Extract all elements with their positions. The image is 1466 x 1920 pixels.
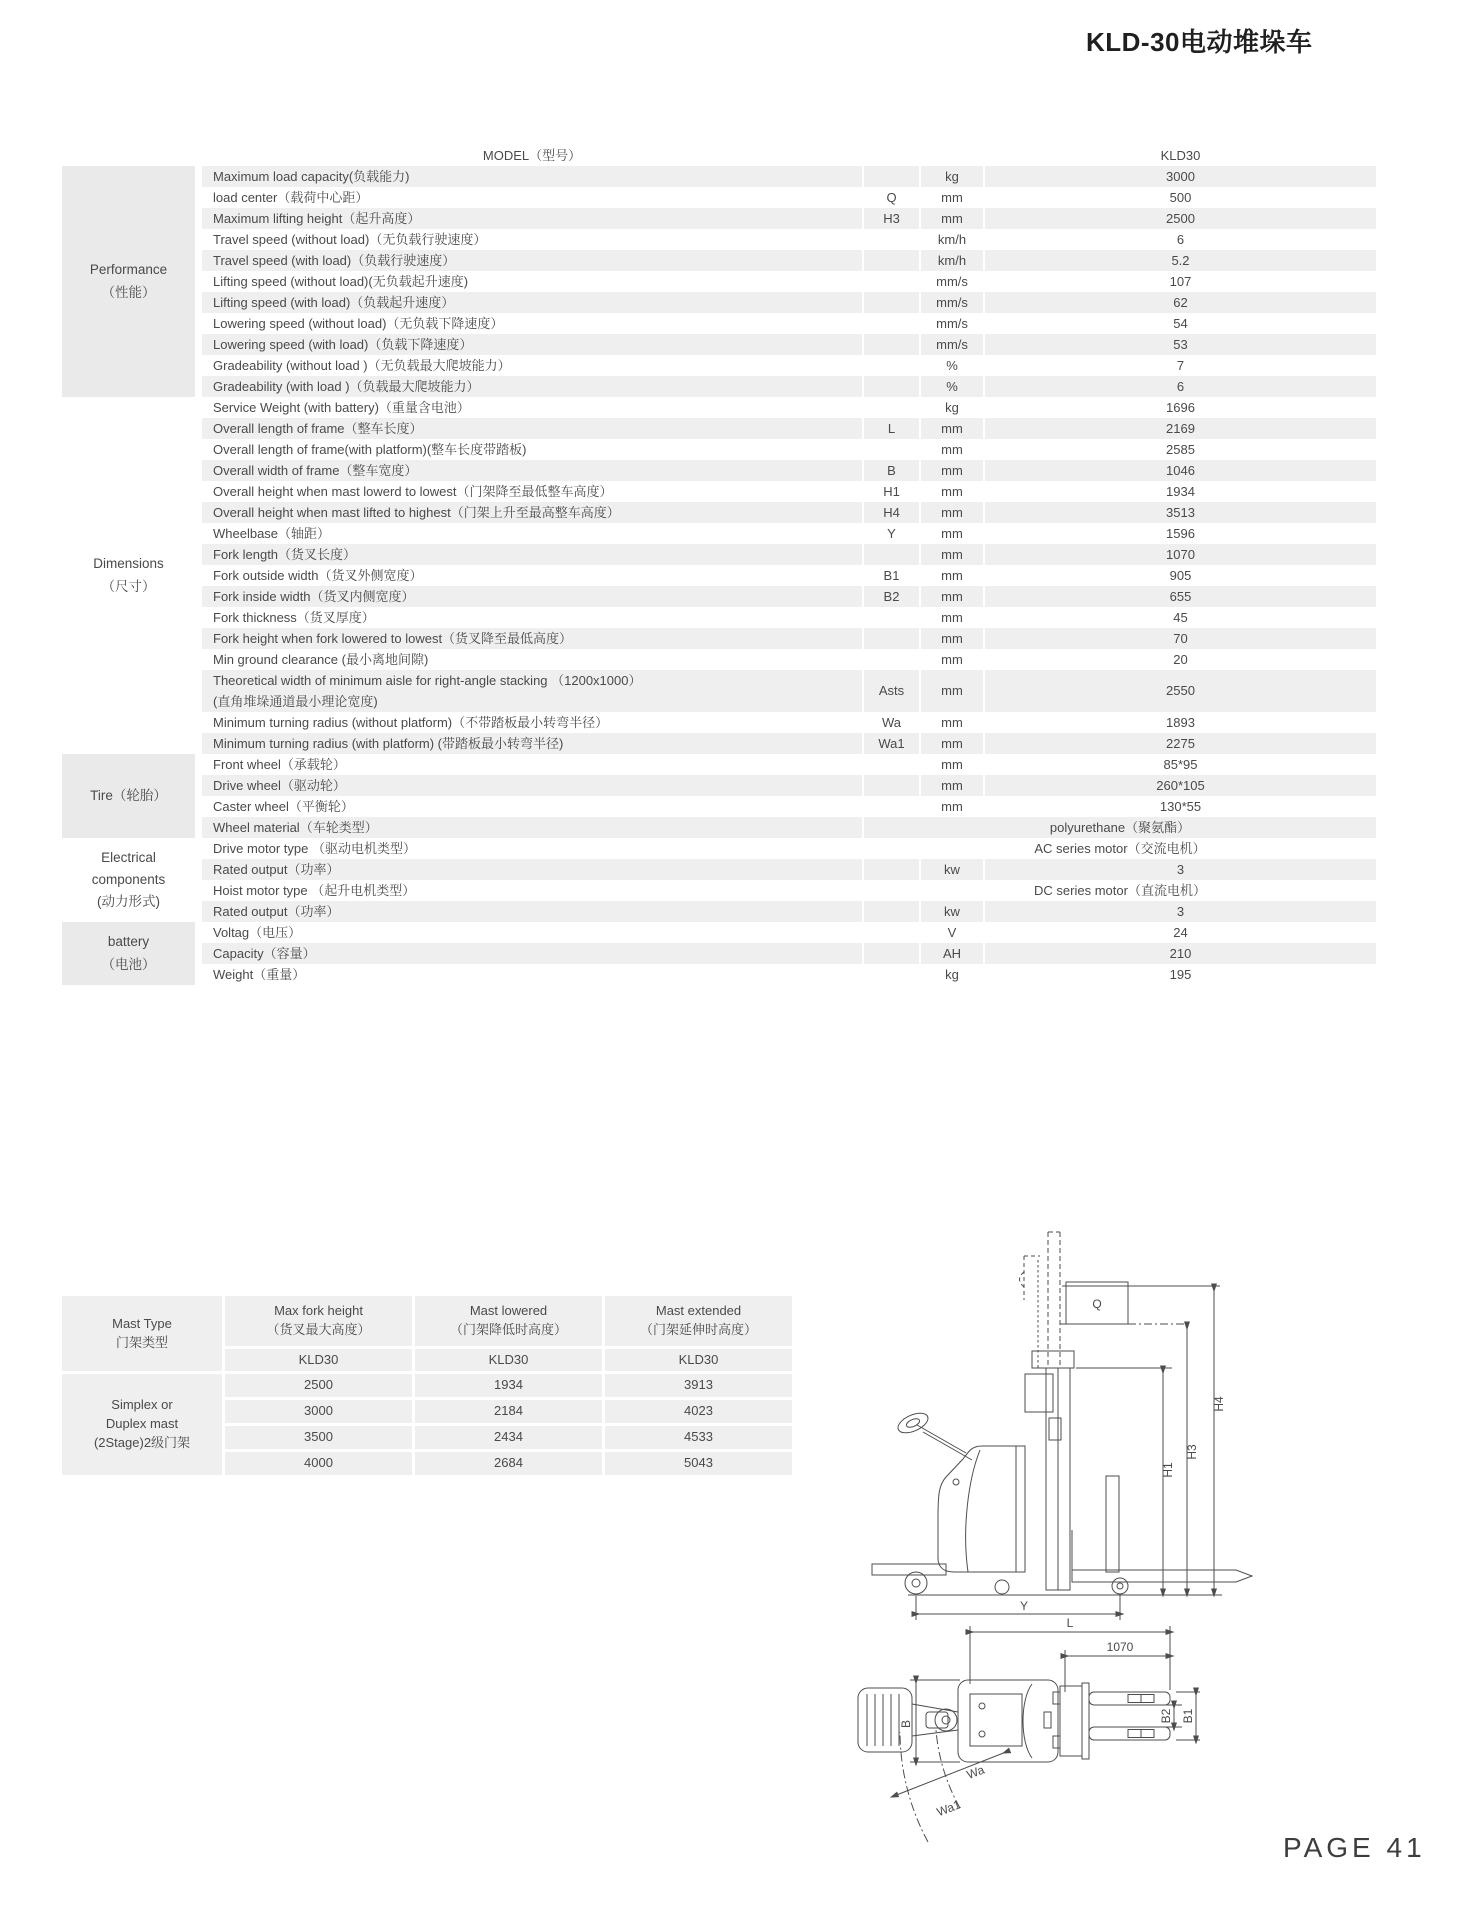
spec-row-symbol: Asts: [864, 670, 919, 712]
spec-row-value: 500: [1169, 189, 1192, 205]
operator-platform: [872, 1564, 946, 1575]
front-wheel-hub: [1117, 1583, 1123, 1589]
dim-label-h3: H3: [1185, 1444, 1199, 1460]
spec-row-unit: kw: [921, 901, 983, 922]
spec-row-label: Rated output（功率）: [202, 859, 862, 880]
dim-label-l: L: [1066, 1616, 1074, 1630]
spec-row-symbol: [864, 922, 919, 943]
spec-row-value-span: AC series motor（交流电机）: [1034, 840, 1206, 856]
spec-row-label: Fork outside width（货叉外侧宽度）: [213, 567, 423, 583]
spec-row-value: 107: [1169, 273, 1192, 289]
spec-row-label: Lifting speed (with load)（负载起升速度）: [202, 292, 862, 313]
mast-header-col-0: Max fork height （货叉最大高度）: [225, 1296, 412, 1346]
spec-row-value: 53: [985, 334, 1376, 355]
fork-side: [1072, 1530, 1252, 1582]
tiller-head-hatch: [867, 1694, 899, 1746]
chassis-panels: [970, 1684, 1032, 1758]
lift-carriage: [1025, 1374, 1053, 1412]
mast-type-table: [62, 1296, 792, 1475]
spec-row-symbol: Wa: [881, 714, 902, 730]
spec-row-unit: mm: [921, 208, 983, 229]
spec-row-unit: mm: [941, 189, 963, 205]
dim-label-b2: B2: [1159, 1708, 1173, 1724]
spec-row-label: Hoist motor type （起升电机类型）: [213, 882, 416, 898]
mast-header-type: Mast Type 门架类型: [62, 1296, 222, 1371]
spec-row-unit: mm: [921, 775, 983, 796]
spec-row-symbol: [864, 229, 919, 250]
mast-cylinder: [1049, 1418, 1061, 1440]
carriage-tab-2: [1053, 1736, 1060, 1748]
spec-row-symbol: [864, 376, 919, 397]
front-wheel: [1112, 1578, 1128, 1594]
spec-row-symbol: [864, 439, 919, 460]
tiller-arm: [917, 1425, 972, 1460]
steering-pivot-hub: [942, 1716, 950, 1724]
spec-row-value: 70: [985, 628, 1376, 649]
spec-row-value: 62: [985, 292, 1376, 313]
spec-row-value: 2585: [1166, 441, 1195, 457]
spec-row-value: 2275: [985, 733, 1376, 754]
turning-radius-arc-wa: [936, 1730, 960, 1808]
spec-row-value: 7: [1176, 357, 1185, 373]
spec-row-value: 3513: [985, 502, 1376, 523]
spec-header-model-value: KLD30: [1160, 147, 1201, 163]
dim-label-forklength: 1070: [1106, 1640, 1134, 1654]
spec-row-label: Theoretical width of minimum aisle for right-angle stacking （1200x1000） (直角堆垛通道最小理论宽度): [202, 670, 862, 712]
spec-row-value: 1070: [985, 544, 1376, 565]
spec-row-symbol: [864, 628, 919, 649]
spec-row-symbol: [864, 775, 919, 796]
spec-row-value: 1596: [1166, 525, 1195, 541]
chassis-bolt-1: [979, 1703, 985, 1709]
spec-row-unit: mm: [941, 441, 963, 457]
spec-row-label: Overall width of frame（整车宽度）: [202, 460, 862, 481]
spec-row-label: Travel speed (without load)（无负载行驶速度）: [213, 231, 487, 247]
spec-row-value: 260*105: [985, 775, 1376, 796]
spec-row-label: Fork thickness（货叉厚度）: [213, 609, 375, 625]
spec-row-unit: mm: [921, 586, 983, 607]
carriage-dashed: [1020, 1256, 1041, 1300]
mast-value: 2500: [225, 1374, 412, 1397]
spec-header-model-label: MODEL（型号）: [482, 147, 582, 163]
caster-wheel: [995, 1580, 1009, 1594]
mast-header-col-1: Mast lowered （门架降低时高度）: [415, 1296, 602, 1346]
spec-row-label: Drive motor type （驱动电机类型）: [213, 840, 416, 856]
spec-row-label: Minimum turning radius (with platform) (带踏板最小转弯半径): [202, 733, 862, 754]
spec-row-unit: kg: [921, 166, 983, 187]
mast-model-col-2: KLD30: [605, 1349, 792, 1371]
spec-row-label: Rated output（功率）: [202, 901, 862, 922]
spec-row-symbol: [864, 859, 919, 880]
mast-value: 4000: [225, 1452, 412, 1475]
spec-row-label: Lowering speed (without load)（无负载下降速度）: [213, 315, 504, 331]
spec-row-value: 1696: [1166, 399, 1195, 415]
extended-mast-dashed: [1048, 1232, 1060, 1368]
spec-row-label: Overall height when mast lowerd to lowest（门架降至最低整车高度）: [213, 483, 613, 499]
spec-row-symbol: [864, 250, 919, 271]
spec-row-label: Travel speed (with load)（负载行驶速度）: [202, 250, 862, 271]
dim-label-h4: H4: [1212, 1396, 1226, 1412]
side-view-drawing: [820, 1220, 1280, 1620]
spec-row-unit: mm: [941, 714, 963, 730]
spec-row-symbol: [864, 943, 919, 964]
spec-row-unit: mm: [941, 798, 963, 814]
spec-row-value: 1934: [1166, 483, 1195, 499]
spec-row-unit: mm/s: [936, 273, 968, 289]
mast-header-col-2: Mast extended （门架延伸时高度）: [605, 1296, 792, 1346]
body-knob: [953, 1479, 959, 1485]
spec-row-unit: kw: [921, 859, 983, 880]
spec-row-value: 5.2: [985, 250, 1376, 271]
spec-row-unit: mm: [921, 544, 983, 565]
spec-row-unit: kg: [945, 966, 959, 982]
spec-row-label: Lifting speed (without load)(无负载起升速度): [213, 273, 469, 289]
spec-row-value: 3000: [985, 166, 1376, 187]
spec-row-symbol: Y: [887, 525, 896, 541]
spec-row-unit: %: [921, 376, 983, 397]
spec-row-label: Service Weight (with battery)（重量含电池）: [213, 399, 470, 415]
mast-value: 5043: [605, 1452, 792, 1475]
spec-row-value-span: DC series motor（直流电机）: [1034, 882, 1206, 898]
spec-row-label: Fork height when fork lowered to lowest（货叉降至最低高度）: [202, 628, 862, 649]
dim-label-h1: H1: [1161, 1462, 1175, 1478]
spec-row-value: 54: [1173, 315, 1188, 331]
chassis-top: [958, 1680, 1058, 1762]
spec-row-symbol: B: [864, 460, 919, 481]
spec-row-symbol: [864, 796, 919, 817]
turning-radius-arc-wa1: [900, 1732, 928, 1842]
spec-row-unit: mm: [921, 418, 983, 439]
spec-row-value: 3: [985, 901, 1376, 922]
page-number: PAGE 41: [1283, 1832, 1426, 1863]
mast-group-label: Simplex or Duplex mast (2Stage)2级门架: [62, 1374, 222, 1475]
mast-value: 1934: [415, 1374, 602, 1397]
straddle-leg: [1106, 1476, 1119, 1572]
spec-row-value: 2550: [985, 670, 1376, 712]
spec-row-symbol: [864, 166, 919, 187]
spec-row-value: 130*55: [1159, 798, 1202, 814]
backrest-plate: [1082, 1683, 1089, 1759]
spec-row-value: 20: [1173, 651, 1188, 667]
spec-row-value: 45: [1173, 609, 1188, 625]
spec-row-unit: km/h: [921, 250, 983, 271]
spec-row-label: Maximum load capacity(负载能力): [202, 166, 862, 187]
spec-row-label: Front wheel（承载轮）: [213, 756, 346, 772]
dim-ticks: [1062, 1286, 1220, 1368]
spec-row-symbol: [864, 397, 919, 418]
spec-row-symbol: B2: [864, 586, 919, 607]
spec-row-unit: mm: [941, 525, 963, 541]
spec-row-unit: mm: [921, 733, 983, 754]
spec-row-unit: mm/s: [921, 334, 983, 355]
mast-value: 2684: [415, 1452, 602, 1475]
spec-row-unit: mm: [941, 609, 963, 625]
spec-row-value: 2169: [985, 418, 1376, 439]
spec-row-symbol: Wa1: [864, 733, 919, 754]
truck-body: [938, 1446, 1025, 1572]
spec-row-unit: mm: [941, 567, 963, 583]
chassis-bolt-2: [979, 1731, 985, 1737]
length-dim-ticks: [970, 1626, 1170, 1692]
spec-row-symbol: H1: [883, 483, 900, 499]
mast-value: 3500: [225, 1426, 412, 1449]
spec-row-label: load center（载荷中心距）: [213, 189, 369, 205]
spec-row-unit: %: [946, 357, 958, 373]
mast-value: 3000: [225, 1400, 412, 1423]
spec-row-symbol: [864, 292, 919, 313]
spec-row-unit: mm: [921, 460, 983, 481]
spec-row-label: Minimum turning radius (without platform)（不带踏板最小转弯半径）: [213, 714, 609, 730]
spec-row-label: Overall length of frame(with platform)(整车长度带踏板): [213, 441, 527, 457]
spec-row-unit: mm/s: [936, 315, 968, 331]
spec-row-symbol: [864, 607, 919, 628]
spec-row-value: 655: [985, 586, 1376, 607]
spec-row-label: Lowering speed (with load)（负载下降速度）: [202, 334, 862, 355]
spec-row-label: Fork length（货叉长度）: [202, 544, 862, 565]
spec-row-value: 1893: [1166, 714, 1195, 730]
spec-row-value: 3: [985, 859, 1376, 880]
spec-row-label: Wheel material（车轮类型）: [202, 817, 862, 838]
spec-row-label: Weight（重量）: [213, 966, 306, 982]
spec-row-symbol: [864, 271, 919, 292]
mast-model-col-0: KLD30: [225, 1349, 412, 1371]
spec-row-symbol: [864, 649, 919, 670]
spec-row-label: Wheelbase（轴距）: [213, 525, 331, 541]
carriage-top: [1060, 1686, 1082, 1756]
spec-row-unit: mm: [921, 670, 983, 712]
spec-row-symbol: [864, 754, 919, 775]
mast-value: 3913: [605, 1374, 792, 1397]
spec-row-value: 195: [1169, 966, 1192, 982]
fork-top-2: [1089, 1727, 1170, 1740]
spec-row-label: Maximum lifting height（起升高度）: [202, 208, 862, 229]
spec-row-unit: mm/s: [921, 292, 983, 313]
spec-row-label: Fork inside width（货叉内侧宽度）: [202, 586, 862, 607]
spec-row-label: Overall length of frame（整车长度）: [202, 418, 862, 439]
spec-row-symbol: [864, 313, 919, 334]
spec-row-value: 6: [1176, 231, 1185, 247]
spec-row-value: 210: [985, 943, 1376, 964]
top-view-drawing: [730, 1600, 1270, 1900]
dim-label-wa1: Wa1: [934, 1797, 963, 1820]
spec-row-label: Capacity（容量）: [202, 943, 862, 964]
spec-row-label: Gradeability (without load )（无负载最大爬坡能力）: [213, 357, 511, 373]
spec-section-3: Electrical components (动力形式): [91, 849, 166, 910]
spec-section-4: battery （电池）: [62, 922, 195, 985]
spec-row-symbol: H3: [864, 208, 919, 229]
spec-row-symbol: Q: [886, 189, 897, 205]
spec-row-label: Drive wheel（驱动轮）: [202, 775, 862, 796]
spec-row-symbol: B1: [883, 567, 900, 583]
spec-row-symbol: [864, 544, 919, 565]
spec-row-symbol: H4: [864, 502, 919, 523]
page-title: KLD-30电动堆垛车: [1086, 27, 1313, 57]
spec-section-0: Performance （性能）: [62, 166, 195, 397]
spec-row-value: 85*95: [1163, 756, 1198, 772]
spec-row-value: 2500: [985, 208, 1376, 229]
spec-row-unit: mm: [941, 756, 963, 772]
spec-section-1: Dimensions （尺寸）: [93, 556, 164, 594]
load-label-q: Q: [1092, 1297, 1102, 1311]
spec-row-value-span: polyurethane（聚氨酯）: [864, 817, 1376, 838]
mast-value: 4533: [605, 1426, 792, 1449]
spec-row-label: Caster wheel（平衡轮）: [213, 798, 354, 814]
mast-value: 4023: [605, 1400, 792, 1423]
spec-section-2: Tire（轮胎）: [62, 754, 195, 838]
fork-top-1: [1089, 1692, 1170, 1705]
tiller-grip: [895, 1409, 931, 1437]
body-panel-lines: [966, 1446, 1016, 1572]
dim-label-wa: Wa: [964, 1762, 987, 1782]
spec-row-value: 6: [985, 376, 1376, 397]
spec-row-label: Gradeability (with load )（负载最大爬坡能力）: [202, 376, 862, 397]
spec-row-value: 24: [1173, 924, 1188, 940]
spec-row-unit: V: [947, 924, 957, 940]
spec-row-label: Min ground clearance (最小离地间隙): [213, 651, 429, 667]
mast-model-col-1: KLD30: [415, 1349, 602, 1371]
spec-row-unit: km/h: [937, 231, 967, 247]
spec-row-symbol: [864, 355, 919, 376]
spec-row-unit: mm: [941, 651, 963, 667]
dim-label-y: Y: [1019, 1599, 1029, 1613]
spec-row-unit: AH: [921, 943, 983, 964]
tiller-grip-inner: [905, 1417, 921, 1429]
spec-row-value: 905: [1169, 567, 1192, 583]
spec-row-unit: mm: [921, 628, 983, 649]
chassis-detail: [1044, 1712, 1051, 1728]
spec-row-unit: mm: [941, 483, 963, 499]
spec-row-symbol: L: [864, 418, 919, 439]
spec-row-unit: kg: [945, 399, 959, 415]
spec-row-symbol: [864, 334, 919, 355]
spec-row-symbol: [864, 964, 919, 985]
spec-table: [62, 145, 1376, 985]
spec-row-label: Overall height when mast lifted to highest（门架上升至最高整车高度）: [202, 502, 862, 523]
carriage-tab-1: [1053, 1692, 1060, 1704]
spec-row-value: 1046: [985, 460, 1376, 481]
turning-radius-arrow: [894, 1752, 1006, 1796]
mast-value: 2184: [415, 1400, 602, 1423]
spec-row-label: Voltag（电压）: [213, 924, 302, 940]
mast-value: 2434: [415, 1426, 602, 1449]
dim-label-b1: B1: [1181, 1708, 1195, 1724]
drive-wheel-hub: [912, 1579, 920, 1587]
dim-label-b: B: [899, 1719, 913, 1729]
spec-row-unit: mm: [921, 502, 983, 523]
spec-row-symbol: [864, 901, 919, 922]
